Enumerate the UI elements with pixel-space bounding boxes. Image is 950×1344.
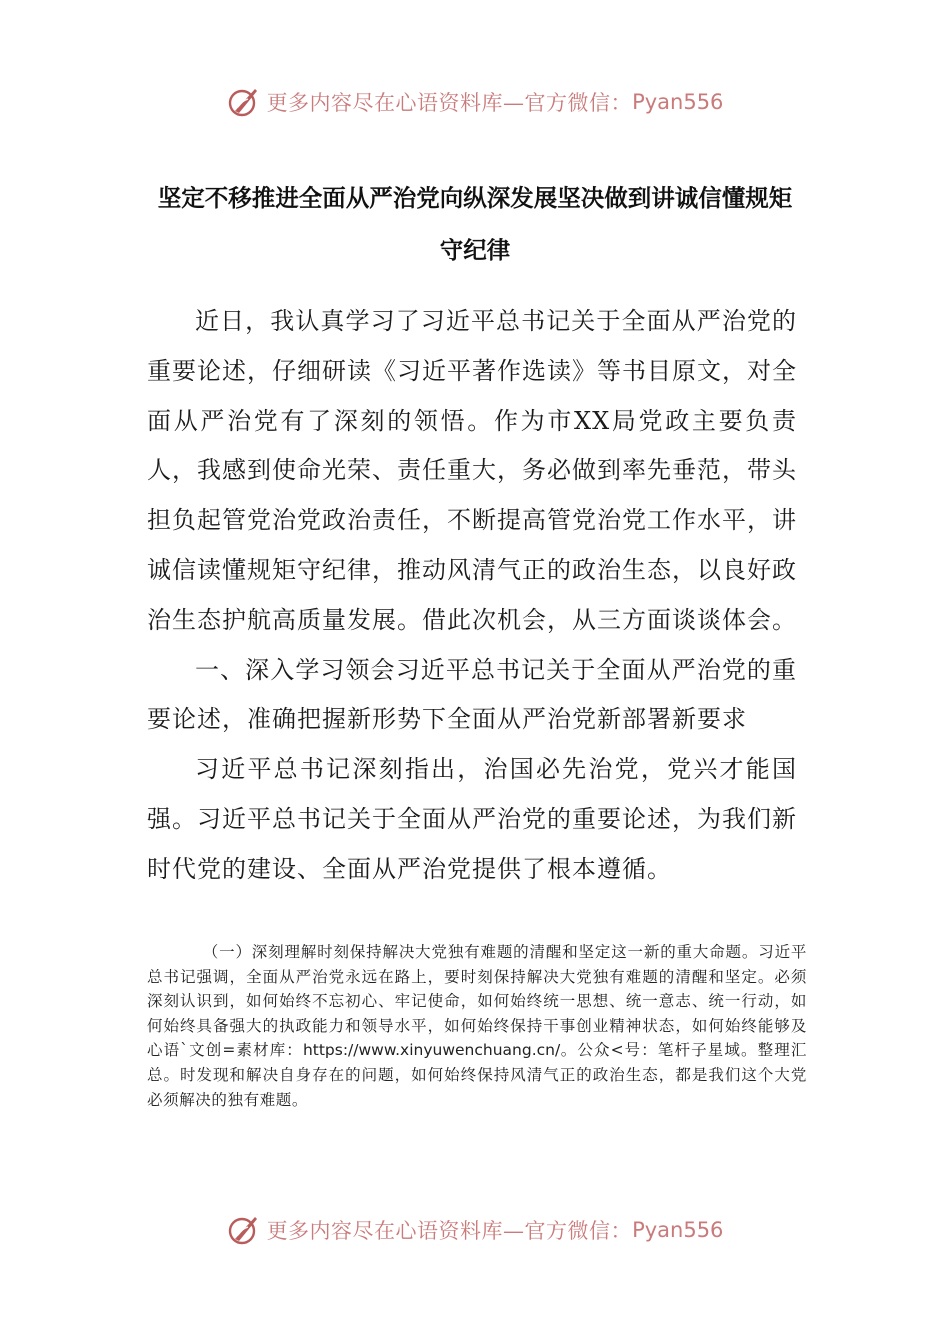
subsection-text-before: （一）深刻理解时刻保持解决大党独有难题的清醒和坚定这一新的重大命题。习近平总书记强调，全面从严治党永远在路上，要时刻保持解决大党独有难题的清醒和坚定。必须深刻认识到，如何始终不忘初心、牢记使命，如何始终统一思想、统一意志、统一行动，如何始终具备强大的执政能力和领导水平，如何始终保持干事创业精神状态，如何始终能够及心语`文创=素材库： (147, 943, 807, 1060)
paragraph-intro: 近日，我认真学习了习近平总书记关于全面从严治党的重要论述，仔细研读《习近平著作选读》等书目原文，对全面从严治党有了深刻的领悟。作为市XX局党政主要负责人，我感到使命光荣、责任重大，务必做到率先垂范，带头担负起管党治党政治责任，不断提高管党治党工作水平，讲诚信读懂规矩守纪律，推动风清气正的政治生态，以良好政治生态护航高质量发展。借此次机会，从三方面谈谈体会。 (147, 307, 797, 634)
document-body (147, 297, 797, 895)
header-watermark (0, 82, 950, 122)
watermark-handle: Pyan556 (632, 90, 724, 114)
source-url: https://www.xinyuwenchuang.cn/ (302, 1041, 561, 1060)
watermark-handle: Pyan556 (632, 1218, 724, 1242)
quill-logo-icon (227, 1213, 261, 1247)
subsection-block (147, 940, 807, 1112)
subsection-paragraph (147, 940, 807, 1112)
watermark-text: 更多内容尽在心语资料库—官方微信： (266, 91, 633, 115)
subsection-text-after: 。公众<号：笔杆子星域。整理汇总。时发现和解决自身存在的问题，如何始终保持风清气正的政治生态，都是我们这个大党必须解决的独有难题。 (147, 1041, 807, 1109)
watermark-text: 更多内容尽在心语资料库—官方微信： (266, 1219, 633, 1243)
document-title: 坚定不移推进全面从严治党向纵深发展坚决做到讲诚信懂规矩守纪律 (157, 184, 793, 264)
quill-logo-icon (227, 85, 261, 119)
footer-watermark (0, 1210, 950, 1250)
section-heading-1: 一、深入学习领会习近平总书记关于全面从严治党的重要论述，准确把握新形势下全面从严治党新部署新要求 (147, 655, 797, 734)
paragraph-section-1: 习近平总书记深刻指出，治国必先治党，党兴才能国强。习近平总书记关于全面从严治党的重要论述，为我们新时代党的建设、全面从严治党提供了根本遵循。 (147, 755, 797, 883)
